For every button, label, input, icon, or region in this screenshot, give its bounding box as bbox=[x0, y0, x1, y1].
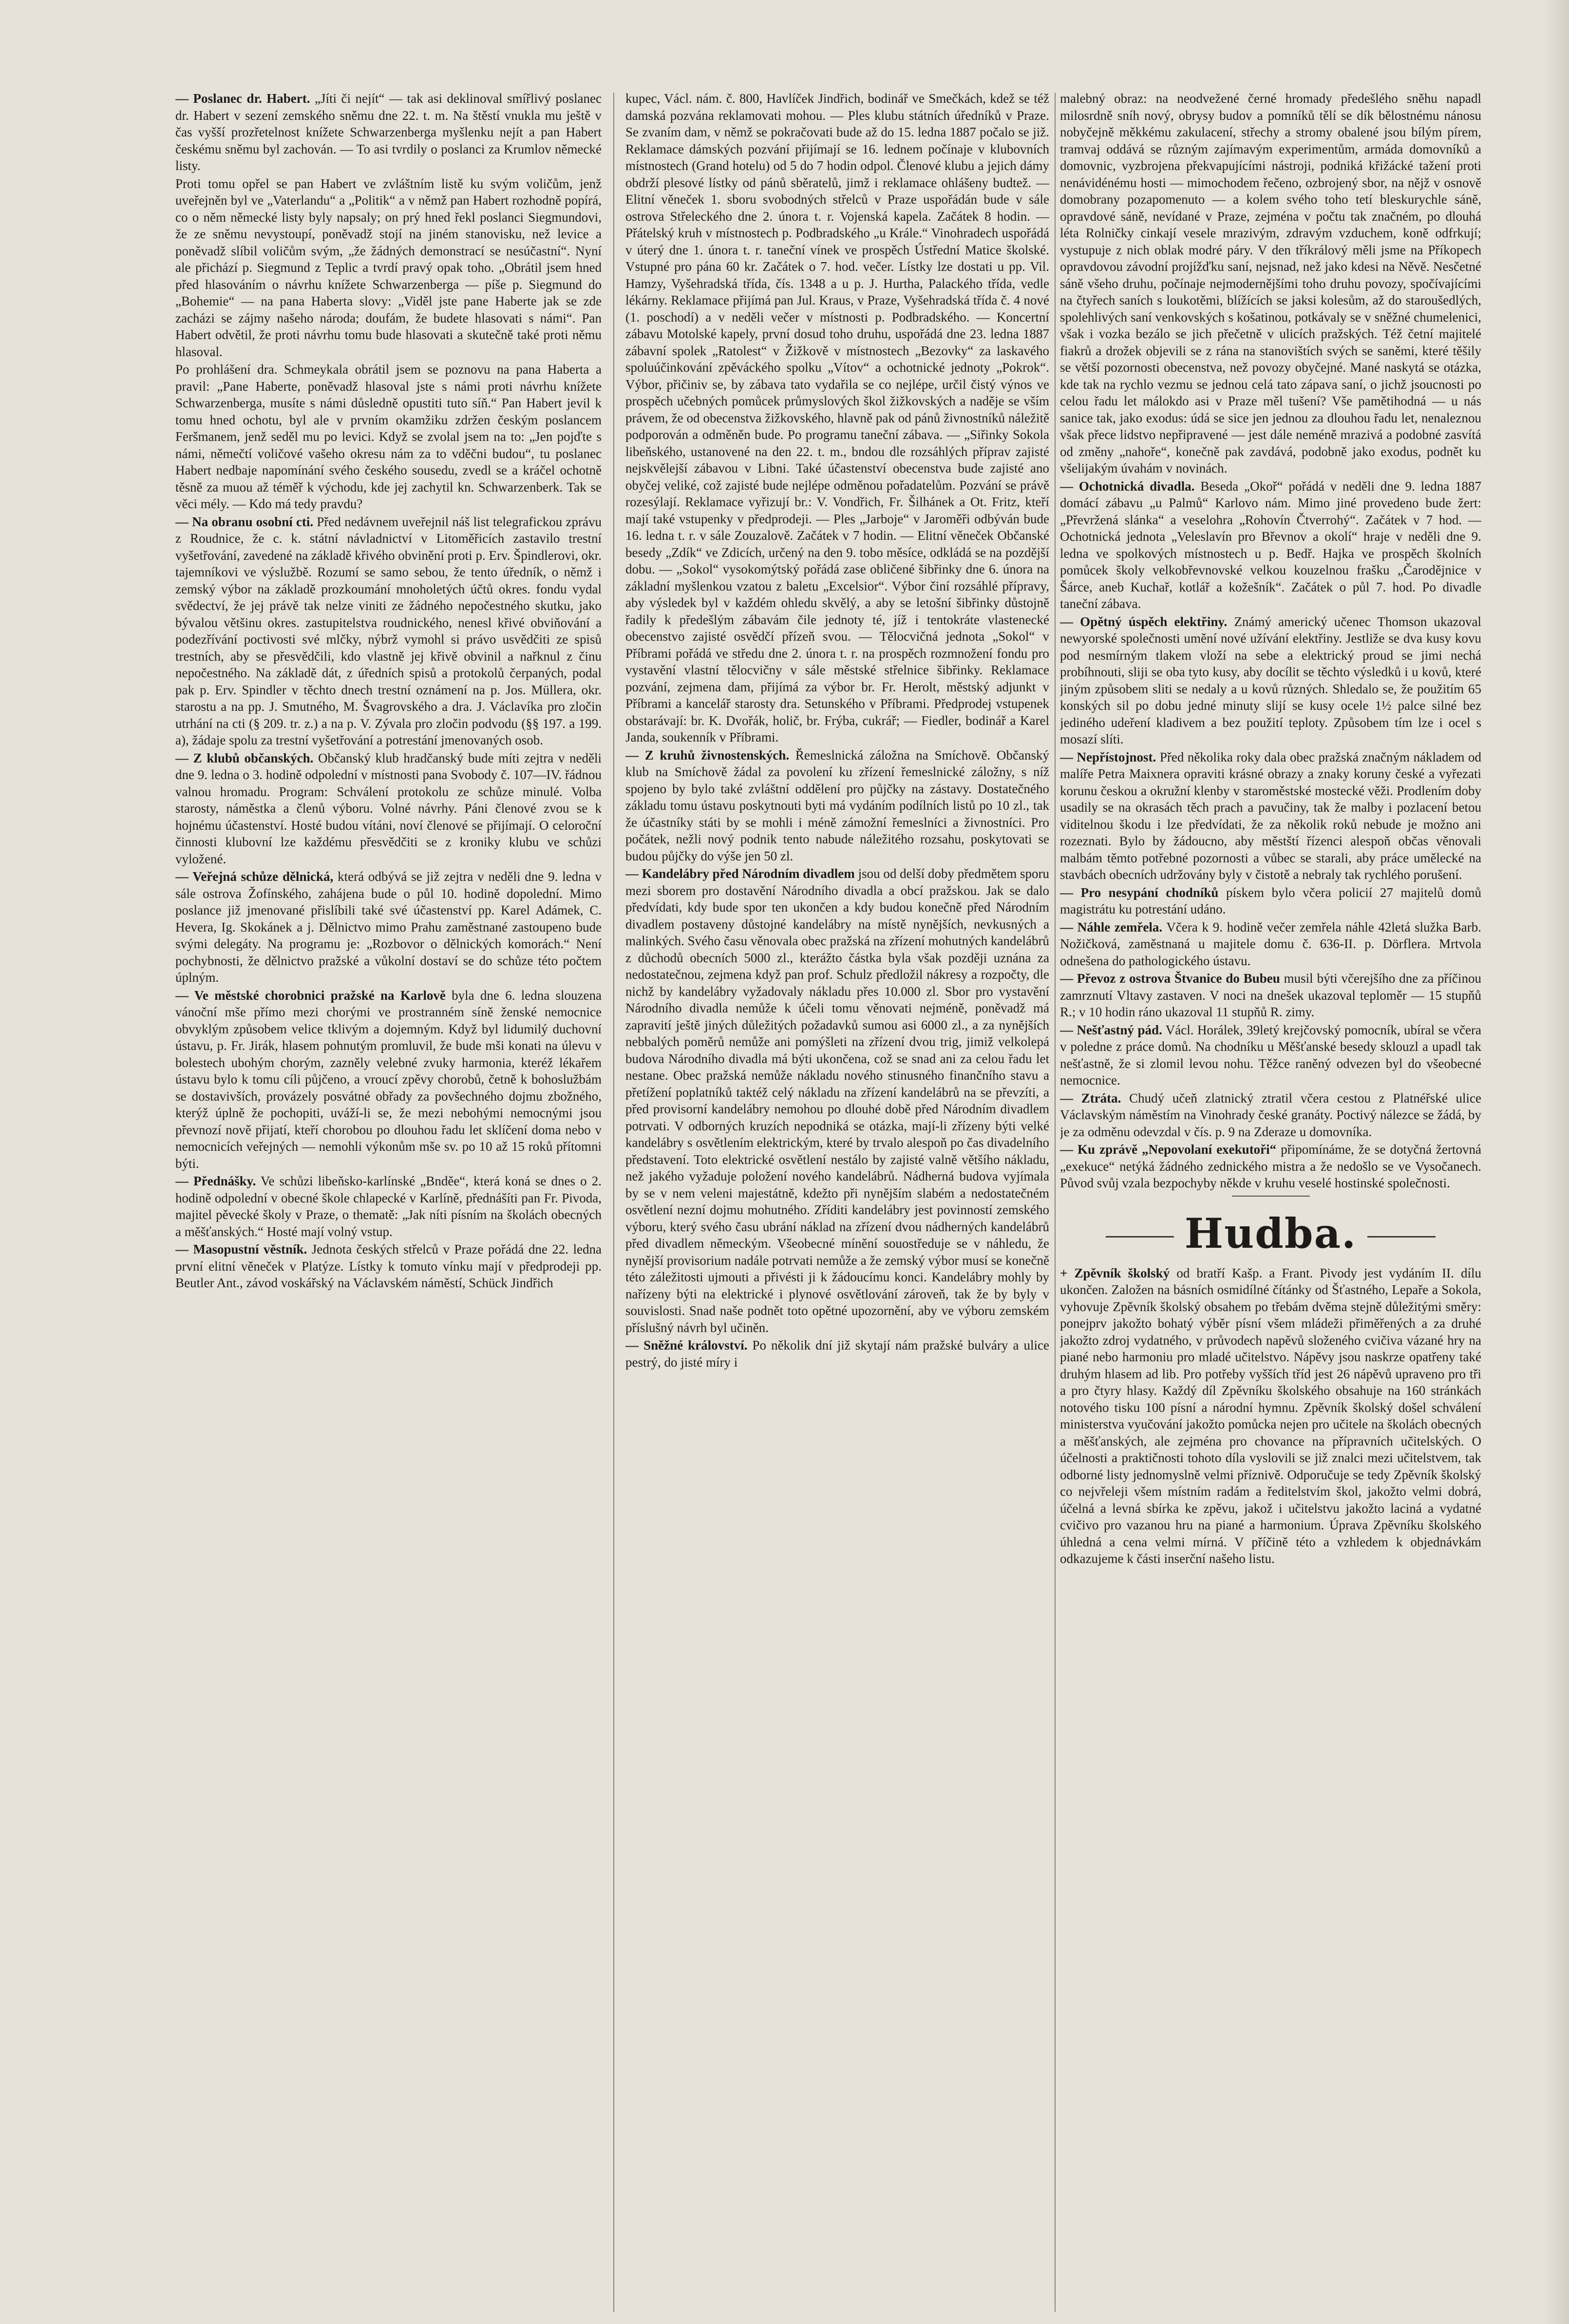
article-lead: — Nepřístojnost. bbox=[1060, 749, 1156, 764]
column-3 bbox=[1060, 90, 1481, 2312]
article-lead: — Kandelábry před Národním divadlem bbox=[625, 866, 855, 881]
article-paragraph bbox=[1060, 613, 1481, 748]
article-lead: — Ztráta. bbox=[1060, 1090, 1121, 1105]
article-lead: — Veřejná schůze dělnická, bbox=[175, 869, 334, 884]
article-lead: — Poslanec dr. Habert. bbox=[175, 91, 310, 106]
article-lead: — Ku zprávě „Nepovolaní exekutoři“ bbox=[1060, 1142, 1277, 1157]
article-paragraph bbox=[175, 361, 602, 513]
article-text: Po prohlášení dra. Schmeykala obrátil jsem se poznovu na pana Haberta a pravil: „Pane Haberte, poněvadž hlasoval jste s námi proti návrhu knížete Schwarzenberga, musíte s námi důsledně opustiti tuto síň.“ Pan Habert jevil k tomu hned ochotu, byl ale v prvním okamžiku zdržen českým poslancem Feršmanem, jenž seděl mu po levici. Když se zvolal jsem na to: „Jen pojďte s námi, němečtí voličové vašeho okresu nám za to vděčni budou“, tu poslanec Habert nedbaje napomínání svého českého sousedu, zvedl se a kráčel ochotně těsně za muou až téměř k východu, kde jej zachytil kn. Schwarzenberk. Tak se věci mély. — Kdo má tedy pravdu? bbox=[175, 362, 602, 511]
article-paragraph bbox=[1060, 1265, 1481, 1567]
column-1 bbox=[175, 90, 602, 2312]
column-2 bbox=[625, 90, 1049, 2312]
article-text: Proti tomu opřel se pan Habert ve zvláštním listě ku svým voličům, jenž uveřejněn byl ve „Vaterlandu“ a „Politik“ a v němž pan Habert rozhodně popírá, co o něm německé listy byly napsaly; on prý hned řekl poslanci Siegmundovi, že ze sněmu nevystoupí, poněvadž stojí na jiném stanovisku, než levice a poněvadž slíbil voličům svým, „že žádných demonstrací se nesúčastní“. Nyní ale přichází p. Siegmund z Teplic a tvrdí pravý opak toho. „Obrátil jsem hned před hlasováním o návrhu knížete Schwarzenberga — píše p. Siegmund do „Bohemie“ — na pana Haberta slovy: „Viděl jste pane Haberte jak se zde zacházi se zájmy našeho národa; doufám, že budete hlasovati s námi“. Pan Habert odvětil, že proti návrhu tomu bude hlasovati a skutečně také proti němu hlasoval. bbox=[175, 176, 602, 359]
article-text: byla dne 6. ledna slouzena vánoční mše přímo mezi chorými ve prostranném síně ženské nemocnice obvyklým způsobem velice tklivým a dojemným. Když byl lidumilý duchovní ústavu, p. Fr. Jirák, hlasem pohnutým promluvil, že bude mši konati na úlevu v bolestech ubohým chorým, zazněly velebné zvuky harmonia, kteréž lékařem ústavu bylo k tomu cíli půjčeno, a vroucí zpěvy chorobů, četně k bohoslužbám se dostavivších, provázely posvátné obřady za povšechného dojmu zbožného, kterýž úplně že pochopiti, uváží-li se, že mezi nebohými nemocnými jsou převnozí nově přijatí, kteří chorobou po dlouhou řadu let sklíčení doma nebo v nemocnicích veřejných — nemohli výkonům mše sv. po 10 až 15 roků přítomni býti. bbox=[175, 988, 602, 1171]
article-paragraph bbox=[1060, 1141, 1481, 1192]
article-paragraph bbox=[175, 90, 602, 174]
article-paragraph bbox=[625, 1337, 1049, 1371]
article-lead: — Z kruhů živnostenských. bbox=[625, 747, 790, 762]
article-lead: — Pro nesypání chodníků bbox=[1060, 885, 1219, 900]
column-rule bbox=[613, 93, 614, 2312]
article-lead: — Přednášky. bbox=[175, 1174, 256, 1188]
article-paragraph bbox=[175, 1241, 602, 1292]
article-text: Chudý učeň zlatnický ztratil včera cestou z Platnéřské ulice Václavským náměstím na Vinohrady české granáty. Poctivý nálezce se žádá, by je za odměnu odevzdal v čís. p. 9 na Zderaze u domovníka. bbox=[1060, 1090, 1481, 1139]
article-lead: + Zpěvník školský bbox=[1060, 1265, 1170, 1280]
article-paragraph bbox=[175, 1173, 602, 1240]
article-text: Beseda „Okoř“ pořádá v neděli dne 9. ledna 1887 domácí zábavu „u Palmů“ Karlovo nám. Mimo jiné provedeno bude žert: „Převržená slánka“ a veselohra „Rohovín Čtverrohý“. Začátek v 7 hod. — Ochotnická jednota „Veleslavín pro Břevnov a okolí“ hraje v neděli dne 9. ledna ve spolkových místnostech u p. Bedř. Hajka ve prospěch školních pomůcek školy velkobřevnovské velkou kouzelnou frašku „Čarodějnice v Šárce, aneb Kuchař, kotlář a kožešník“. Začátek o půl 7. hod. Po divadle taneční zábava. bbox=[1060, 478, 1481, 611]
article-text: jsou od delší doby předmětem sporu mezi sborem pro dostavění Národního divadla a obcí pražskou. Jak se dalo předvídati, kdy bude spor ten ukončen a kdy budou konečně před Národním divadlem postaveny důstojné kandelábry na místě nynějších, nevkusných a malinkých. Svého času věnovala obec pražská na zřízení mohutných kandelábrů z důchodů obecních 5000 zl., kterážto částka byla však později uznána za nedostatečnou, zejmena když pan prof. Schulz předložil nákresy a rozpočty, dle nichž by kandelábry vyžadovaly nákladu přes 10.000 zl. Sbor pro vystavění Národního divadla nemůže k účeli tomu věnovati nejméně, poněvadž má zapravití ještě jiných důležitých požadavků sumou asi 6000 zl., a za nynějších nebbalých poměrů nemůže ani pomýšleti na zřízení dvou trig, jimiž velkolepá budova Národního divadla má býti ukončena, což se snad ani za celou řadu let nestane. Obec pražská nemůže nákladu nového stinusného finančního stavu a přetížení poplatníků taktéž celý nákladu na zřízení kandelábrů na se převzíti, a před provisorní kandelábry nemohou po dlouhé době před Národním divadlem potrvati. V odborných kruzích nepodniká se otázka, mají-li zřízeny býti velké kandelábry s osvětlením elektrickým, které by trvalo alespoň po čas divadelního představení. Toto elektrické osvětlení nestálo by zajisté valně většího nákladu, než jakého vyžaduje položení nového kandelábrů. Nádherná budova vyjímala by se v nem veleni majestátně, kdežto při nynějším slabém a nedostatečném osvětlení nezní dojmu mohutného. Zříditi kandelábry jest povinností zemského výboru, který svého času ubrání náklad na zřízení dvou nádherných kandelábrů před divadlem německým. Všeobecné mínění souostředuje se v náhledu, že nynější provisorium nadále potrvati nemůže a že zemský výbor musí se konečně této záležitosti ujmouti a přivésti ji k žádoucímu konci. Kandelábry mohly by nařízeny býti na elektrické i plynové osvětlování zároveň, tak že by byly v souvislosti. Snad naše podnět toto opětné upozornění, aby ve výboru zemském příslušný návrh byl učiněn. bbox=[625, 866, 1049, 1335]
article-paragraph bbox=[1060, 970, 1481, 1021]
article-paragraph bbox=[625, 747, 1049, 865]
article-paragraph bbox=[175, 175, 602, 361]
article-text: Ve schůzi libeňsko-karlínské „Bnděe“, která koná se dnes o 2. hodině odpolední v obecné škole chlapecké v Karlíně, přednášíti pan Fr. Pivoda, majitel pěvecké školy v Praze, o thematě: „Jak níti písním na školách obecných a měšťanských.“ Hosté mají volný vstup. bbox=[175, 1174, 602, 1239]
article-paragraph bbox=[1060, 1090, 1481, 1141]
article-paragraph bbox=[1060, 1022, 1481, 1089]
article-lead: — Ochotnická divadla. bbox=[1060, 478, 1195, 494]
column-rule bbox=[1055, 93, 1056, 2312]
page-edge bbox=[1544, 0, 1569, 2324]
article-paragraph bbox=[1060, 749, 1481, 883]
article-text: Občanský klub hradčanský bude míti zejtra v neděli dne 9. ledna o 3. hodině odpolední v místnosti pana Svobody č. 107—IV. řádnou valnou hromadu. Program: Schválení protokolu ze schůze minulé. Volba starosty, náměstka a členů výboru. Volné návrhy. Páni členové zvou se k hojnému účastenství. Hosté budou vítáni, noví členové se přijímají. O celoroční činnosti klubovní lze každému přesvědčiti se z kroniky klubu ve schůzi vyložené. bbox=[175, 750, 602, 866]
article-text: „Jíti či nejít“ — tak asi deklinoval smířlivý poslanec dr. Habert v sezení zemského sněmu dne 22. t. m. Na štěstí vnukla mu ještě v čas vyšší prozřetelnost knížete Schwarzenberga myšlenku nejít a pan Habert českému sněmu byl zachován. — To asi tvrdily o poslanci za Krumlov německé listy. bbox=[175, 91, 602, 173]
article-lead: — Náhle zemřela. bbox=[1060, 919, 1163, 934]
article-lead: — Ve městské chorobnici pražské na Karlově bbox=[175, 988, 446, 1003]
article-text: Jednota českých střelců v Praze pořádá dne 22. ledna první elitní věneček v Platýze. Lístky k tomuto vínku mají v předprodeji pp. Beutler Ant., závod voskářský na Václavském náměstí, Schück Jindřich bbox=[175, 1242, 602, 1290]
article-paragraph bbox=[1060, 90, 1481, 477]
article-paragraph bbox=[175, 868, 602, 986]
article-text: malebný obraz: na neodvežené černé hromady předešlého sněhu napadl milosrdně sníh nový, obrysy budov a pomníků tělí se dík bělostnému nánosu nobyčejně měkkému zakulacení, střechy a stromy obalené jsou bílým pírem, tramvaj oddává se různým zajímavým experimentům, armáda domovníků a domovnic, vyzbrojena překvapujícími nástroji, podniká křižácké tažení proti nenávidénému hosti — mimochodem řečeno, ozbrojený sbor, na nějž v osnově domobrany pozapomenuto — a kolem svého toho tetí bleskurychle sáně, opravdové sáně, nevídané v Praze, zejména v počtu tak značném, po dlouhá léta Rolničky cinkají vesele mrazivým, zdravým vzduchem, koně odfrkují; vystupuje z nich oblak modré páry. V den tříkrálový měli jsme na Příkopech opravdovou závodní projížďku saní, nejsnad, než jako kdesi na Něvě. Nesčetné sáně všeho druhu, počínaje nejmodernějšími toho druhu povozy, spočívajícími na čtyřech saních s loukotěmi, blížících se jaksi kolesům, až do staroušedlých, spolehlivých saní venkovských s košatinou, potkávaly se v sněžné chumelenici, však i vozka bezálo se jich přečetně v ulicích pražských. Též četní majitelé fiakrů a drožek objevili se z rána na stanovištích svých se saněmi, které těšily se větší pozornosti obecenstva, než povozy obyčejné. Mané naskytá se otázka, kde tak na rychlo vezmu se jednou celá tato zápava saní, o jichž jsoucnosti po celou řadu let málokdo asi v Praze měl tušení? Vše pamětihodná — u nás sanice tak, jako exodus: údá se sice jen jednou za dlouhou řadu let, nenaleznou však přece lidstvo nepřipravené — jest dále neméně mrazivá a podobné zasvítá od změny „nahoře“, konečně pak zavdává, podobně jako exodus, podnět ku všelijakým úvahám v novinách. bbox=[1060, 91, 1481, 476]
article-text: Před několika roky dala obec pražská značným nákladem od malíře Petra Maixnera opraviti krásné obrazy a znaky koruny české a vyřezati korunu českou a okružní klenby v staroměstské mostecké věži. Prodlením doby usadily se na okrasách těch prach a pavučiny, tak že malby i pozlacení betou viditelnou škodu i lze předvídati, že za několik roků nebude je možno ani rozeznati. Bylo by žádoucno, aby městští řízenci alespoň občas věnovali malbám těmto potřebné pozornosti a vůbec se starali, aby práce umělecké na stavbách obecních udržovány byly v čistotě a nebraly tak rychlého porušení. bbox=[1060, 749, 1481, 882]
article-text: připomínáme, že se dotyčná žertovná „exekuce“ netýká žádného zednického mistra a že nedošlo se ve Vysočanech. Původ svůj vzala bezpochyby někde v kruhu veselé hostinské společnosti. bbox=[1060, 1142, 1481, 1190]
article-text: Před nedávnem uveřejnil náš list telegrafickou zprávu z Roudnice, že c. k. státní návladnictví v Litoměřicích zastavilo trestní vyšetřování, zavedené na základě křivého obvinění proti p. Erv. Špindlerovi, okr. tajemníkovi ve výslužbě. Rozumí se samo sebou, že tento úředník, o němž i zemský výbor na základě prozkoumání mnoholetých účtů okres. fondu vydal svědectví, že jej právě tak nelze viniti ze žádného nepočestného skutku, jako bývalou většinu okres. zastupitelstva roudnického, nenesl křivé obviňování a podezřívání poctivosti své mlčky, nýbrž vymohl si právo usvědčiti ze spisů trestních, aby se přesvědčili, kdo vlastně jej křivě obvinil a nařknul z činu nepočestného. Na základě dát, z úředních spisů a protokolů čerpaných, podal pak p. Erv. Spindler v těchto dnech trestní oznámení na p. Jos. Müllera, okr. starostu a na pp. J. Smutného, M. Švagrovského a dra. J. Václavíka pro zločin utrhání na cti (§ 209. tr. z.) a na p. V. Zývala pro zločin podvodu (§§ 197. a 199. a), žádaje spolu za trestní vyšetřování a potrestání jmenovaných osob. bbox=[175, 514, 602, 747]
article-text: kupec, Václ. nám. č. 800, Havlíček Jindřich, bodinář ve Smečkách, kdež se též damská pozvána reklamovati mohou. — Ples klubu státních úředníků v Praze. Se zvaním dam, v němž se pokračovati bude až do 15. ledna 1887 počalo se již. Reklamace dámských pozvání přijímají se 16. lednem počínaje v klubovních místnostech (Grand hotelu) od 5 do 7 hodin odpol. Členové klubu a jejich dámy obdrží plesové lístky od pánů sběratelů, jimž i reklamace ohlášeny budtež. — Elitní věneček 1. sboru svobodných střelců v Praze uspořádán bude v sále ostrova Střeleckého dne 2. února t. r. Vojenská kapela. Začátek 8 hodin. — Přátelský kruh v místnostech p. Podbradského „u Krále.“ Vinohradech uspořádá v úterý dne 1. února t. r. taneční vínek ve prospěch Ústřední Matice školské. Vstupné pro pána 60 kr. Začátek o 7. hod. večer. Lístky lze dostati u pp. Vil. Hamzy, Vyšehradská třída, čís. 1348 a u p. J. Hurtha, Palackého třída, vedle lékárny. Reklamace přijímá pan Jul. Kraus, v Praze, Vyšehradská třída č. 4 nové (1. poschodí) a v neděli večer v místnosti p. Podbradského. — Koncertní zábavu Motolské kapely, první dosud toho druhu, uspořádá dne 23. ledna 1887 zábavní spolek „Ratolest“ v Žižkově v místnostech „Bezovky“ za laskavého spoluúčinkování zpěváckého spolku „Vítov“ a ochotnické jednoty „Pokrok“. Výbor, přičiniv se, by zábava tato vydařila se co nejlépe, určil čistý výnos ve prospěch učebných pomůcek průmyslových škol žižkovských a naděje se vším právem, že od obecenstva žižkovského, hlavně pak od pánů živnostníků náležitě podporován a odměněn bude. Po programu taneční zábava. — „Siřinky Sokola libeňského, ustanovené na den 22. t. m., bndou dle rozsáhlých příprav zajisté nejskvělejší zábavou v Libni. Také účastenství obecenstva bude zajisté ano obyčej veliké, což zajisté bude nejlépe odměnou pořadatelům. Pozvání se právě rozesýlají. Reklamace vyřizují br.: V. Vondřich, Fr. Šilhánek a Ot. Fritz, kteří mají také vstupenky v předprodeji. — Ples „Jarboje“ v Jaroměři odbýván bude 16. ledna t. r. v sále Zouzalově. Začátek v 7 hodin. — Elitní věneček Občanské besedy „Zdík“ ve Zdicích, určený na den 9. tobo měsíce, odkládá se na pozdější dobu. — „Sokol“ vysokomýtský pořádá zase obličené šibřinky dne 6. února na základní myšlenkou vzatou z baletu „Excelsior“. Výbor činí rozsáhlé přípravy, aby výsledek byl v každém ohledu skvělý, a aby se letošní šibřinky důstojně řadily k předešlým zábavám čile jednoty té, jíž i tentokráte vlastenecké obecenstvo zajisté osvědčí přízeň svou. — Tělocvičná jednota „Sokol“ v Příbrami pořádá ve středu dne 2. února t. r. na prospěch rozmnožení fondu pro vystavění vlastní tělocvičny v sále městské střelnice šibřinky. Reklamace pozvání, zejmena dam, přijímá za výbor br. Fr. Herolt, městský adjunkt v Příbrami a kancelář starosty dra. Setunského v Příbrami. Předprodej vstupenek obstarávají: br. K. Dvořák, holič, br. Frýba, cukrář; — Fiedler, bodinář a Karel Janda, soukenník v Příbrami. bbox=[625, 91, 1049, 744]
article-lead: — Opětný úspěch elektřiny. bbox=[1060, 614, 1228, 629]
article-lead: — Nešťastný pád. bbox=[1060, 1022, 1162, 1037]
article-text: od bratří Kašp. a Frant. Pivody jest vydáním II. dílu ukončen. Založen na básních osmidílné čítánky od Šťastného, Lepaře a Sokola, vyhovuje Zpěvník školský obsahem po třebám dvěma stejně důležitými směry: ponejprv jakožto bohatý výběr písní všem mládeži přiměřených a za druhé jakožto zdroj vydatného, v průvodech napěvů složeného cvičiva vázané hry na piané nebo harmoniu pro mladé učitelstvo. Nápěvy jsou naskrze opatřeny také druhým hlasem ad lib. Pro potřeby vyšších tříd jest 26 nápěvů upraveno pro tři a pro čtyry hlasy. Každý díl Zpěvníku školského obsahuje na 160 stránkách notového tisku 100 písní a národní hymnu. Zpěvník školský došel schválení ministerstva vyučování jakožto pomůcka nejen pro učitele na školách obecných a měšťanských, ale zejména pro chovance na přípravních učitelských. O účelnosti a praktičnosti tohoto díla vyslovili se již znalci mezi učitelstvem, tak odborné listy jednomyslně velmi příznivě. Odporučuje se tedy Zpěvník školský co nejvřeleji všem místním radám a ředitelstvím škol, jakožto velmi dobrá, účelná a levná sbírka ke zpěvu, jakož i učitelstvu jakožto laciná a vydatné cvičivo pro vazanou hru na piané a harmonium. Úprava Zpěvníku školského úhledná a cena velmi mírná. V příčině této a vzhledem k objednávkám odkazujeme k části inserční našeho listu. bbox=[1060, 1265, 1481, 1566]
article-paragraph bbox=[625, 90, 1049, 746]
article-paragraph bbox=[1060, 478, 1481, 612]
article-paragraph bbox=[1060, 919, 1481, 970]
article-lead: — Sněžné království. bbox=[625, 1338, 748, 1352]
section-divider bbox=[1232, 1196, 1310, 1197]
article-text: která odbývá se již zejtra v neděli dne 9. ledna v sále ostrova Žofínského, zahájena bude o půl 10. hodině dopolední. Mimo poslance již jmenované přislíbili také své účastenství pp. Karel Adámek, C. Hevera, Ig. Skokánek a j. Dělnictvo mimo Prahu zaměstnané zastoupeno bude svými delegáty. Na programu je: „Rozbovor o dělnických komorách.“ Není pochybnosti, že dělnictvo pražské a vůkolní dostaví se do schůze této počtem úplným. bbox=[175, 869, 602, 985]
article-lead: — Z klubů občanských. bbox=[175, 750, 314, 765]
article-lead: — Masopustní věstník. bbox=[175, 1242, 307, 1257]
article-text: musil býti včerejšího dne za příčinou zamrznutí Vltavy zastaven. V noci na dnešek ukazoval teploměr — 15 stupňů R.; v 10 hodin ráno ukazoval 11 stupňů R. zimy. bbox=[1060, 971, 1481, 1019]
article-paragraph bbox=[625, 865, 1049, 1336]
article-paragraph bbox=[175, 987, 602, 1172]
article-paragraph bbox=[175, 514, 602, 749]
article-text: Po několik dní již skytají nám pražské bulváry a ulice pestrý, do jisté míry i bbox=[625, 1338, 1049, 1370]
article-text: Řemeslnická záložna na Smíchově. Občanský klub na Smíchově žádal za povolení ku zřízení řemeslnické záložny, s níž spojeno by bylo také zvláštní oddělení pro půjčky na zástavy. Dostatečného základu tomu ústavu poskytnouti byti má vydáním podílních listů po 10 zl., tak že účastníky státi by se mohli i méně zámožní řemeslníci a živnostníci. Pro počátek, nežli nový podnik tento nabude náležitého rozsahu, poskytovati se budou půjčky do výše jen 50 zl. bbox=[625, 747, 1049, 863]
article-lead: — Převoz z ostrova Štvanice do Bubeu bbox=[1060, 971, 1280, 986]
article-lead: — Na obranu osobní cti. bbox=[175, 514, 314, 529]
article-paragraph bbox=[175, 750, 602, 868]
section-heading: Hudba. bbox=[1060, 1209, 1481, 1258]
article-text: Známý americký učenec Thomson ukazoval newyorské společnosti umění nové užívání elektřiny. Jestliže se dva kusy kovu pod nesmírným tlakem vloží na sebe a elektrický proud se jimi nechá probíhnouti, sliji se oba tyto kusy, aby docílit se těchto výsledků i u kovů, které jiným způsobem sliti se nedaly a u kovů různých. Shledalo se, že použitím 65 konských sil po dobu jedné minuty slijí se kusy ocele 1½ palce silné bez jediného udeření kladivem a bez použití teploty. Způsobem tím lze i ocel s mosazí slíti. bbox=[1060, 614, 1481, 746]
article-text: pískem bylo včera policií 27 majitelů domů magistrátu ku potrestání udáno. bbox=[1060, 885, 1481, 916]
article-text: Včera k 9. hodině večer zemřela náhle 42letá služka Barb. Nožičková, zaměstnaná u majitele domu č. 636-II. p. Dörflera. Mrtvola odnešena do pathologického ústavu. bbox=[1060, 919, 1481, 968]
article-text: Václ. Horálek, 39letý krejčovský pomocník, ubíral se včera v poledne z práce domů. Na chodníku u Měšťanské besedy sklouzl a upadl tak nešťastně, že si zlomil levou nohu. Těžce raněný odvezen byl do všeobecné nemocnice. bbox=[1060, 1022, 1481, 1087]
article-paragraph bbox=[1060, 884, 1481, 918]
